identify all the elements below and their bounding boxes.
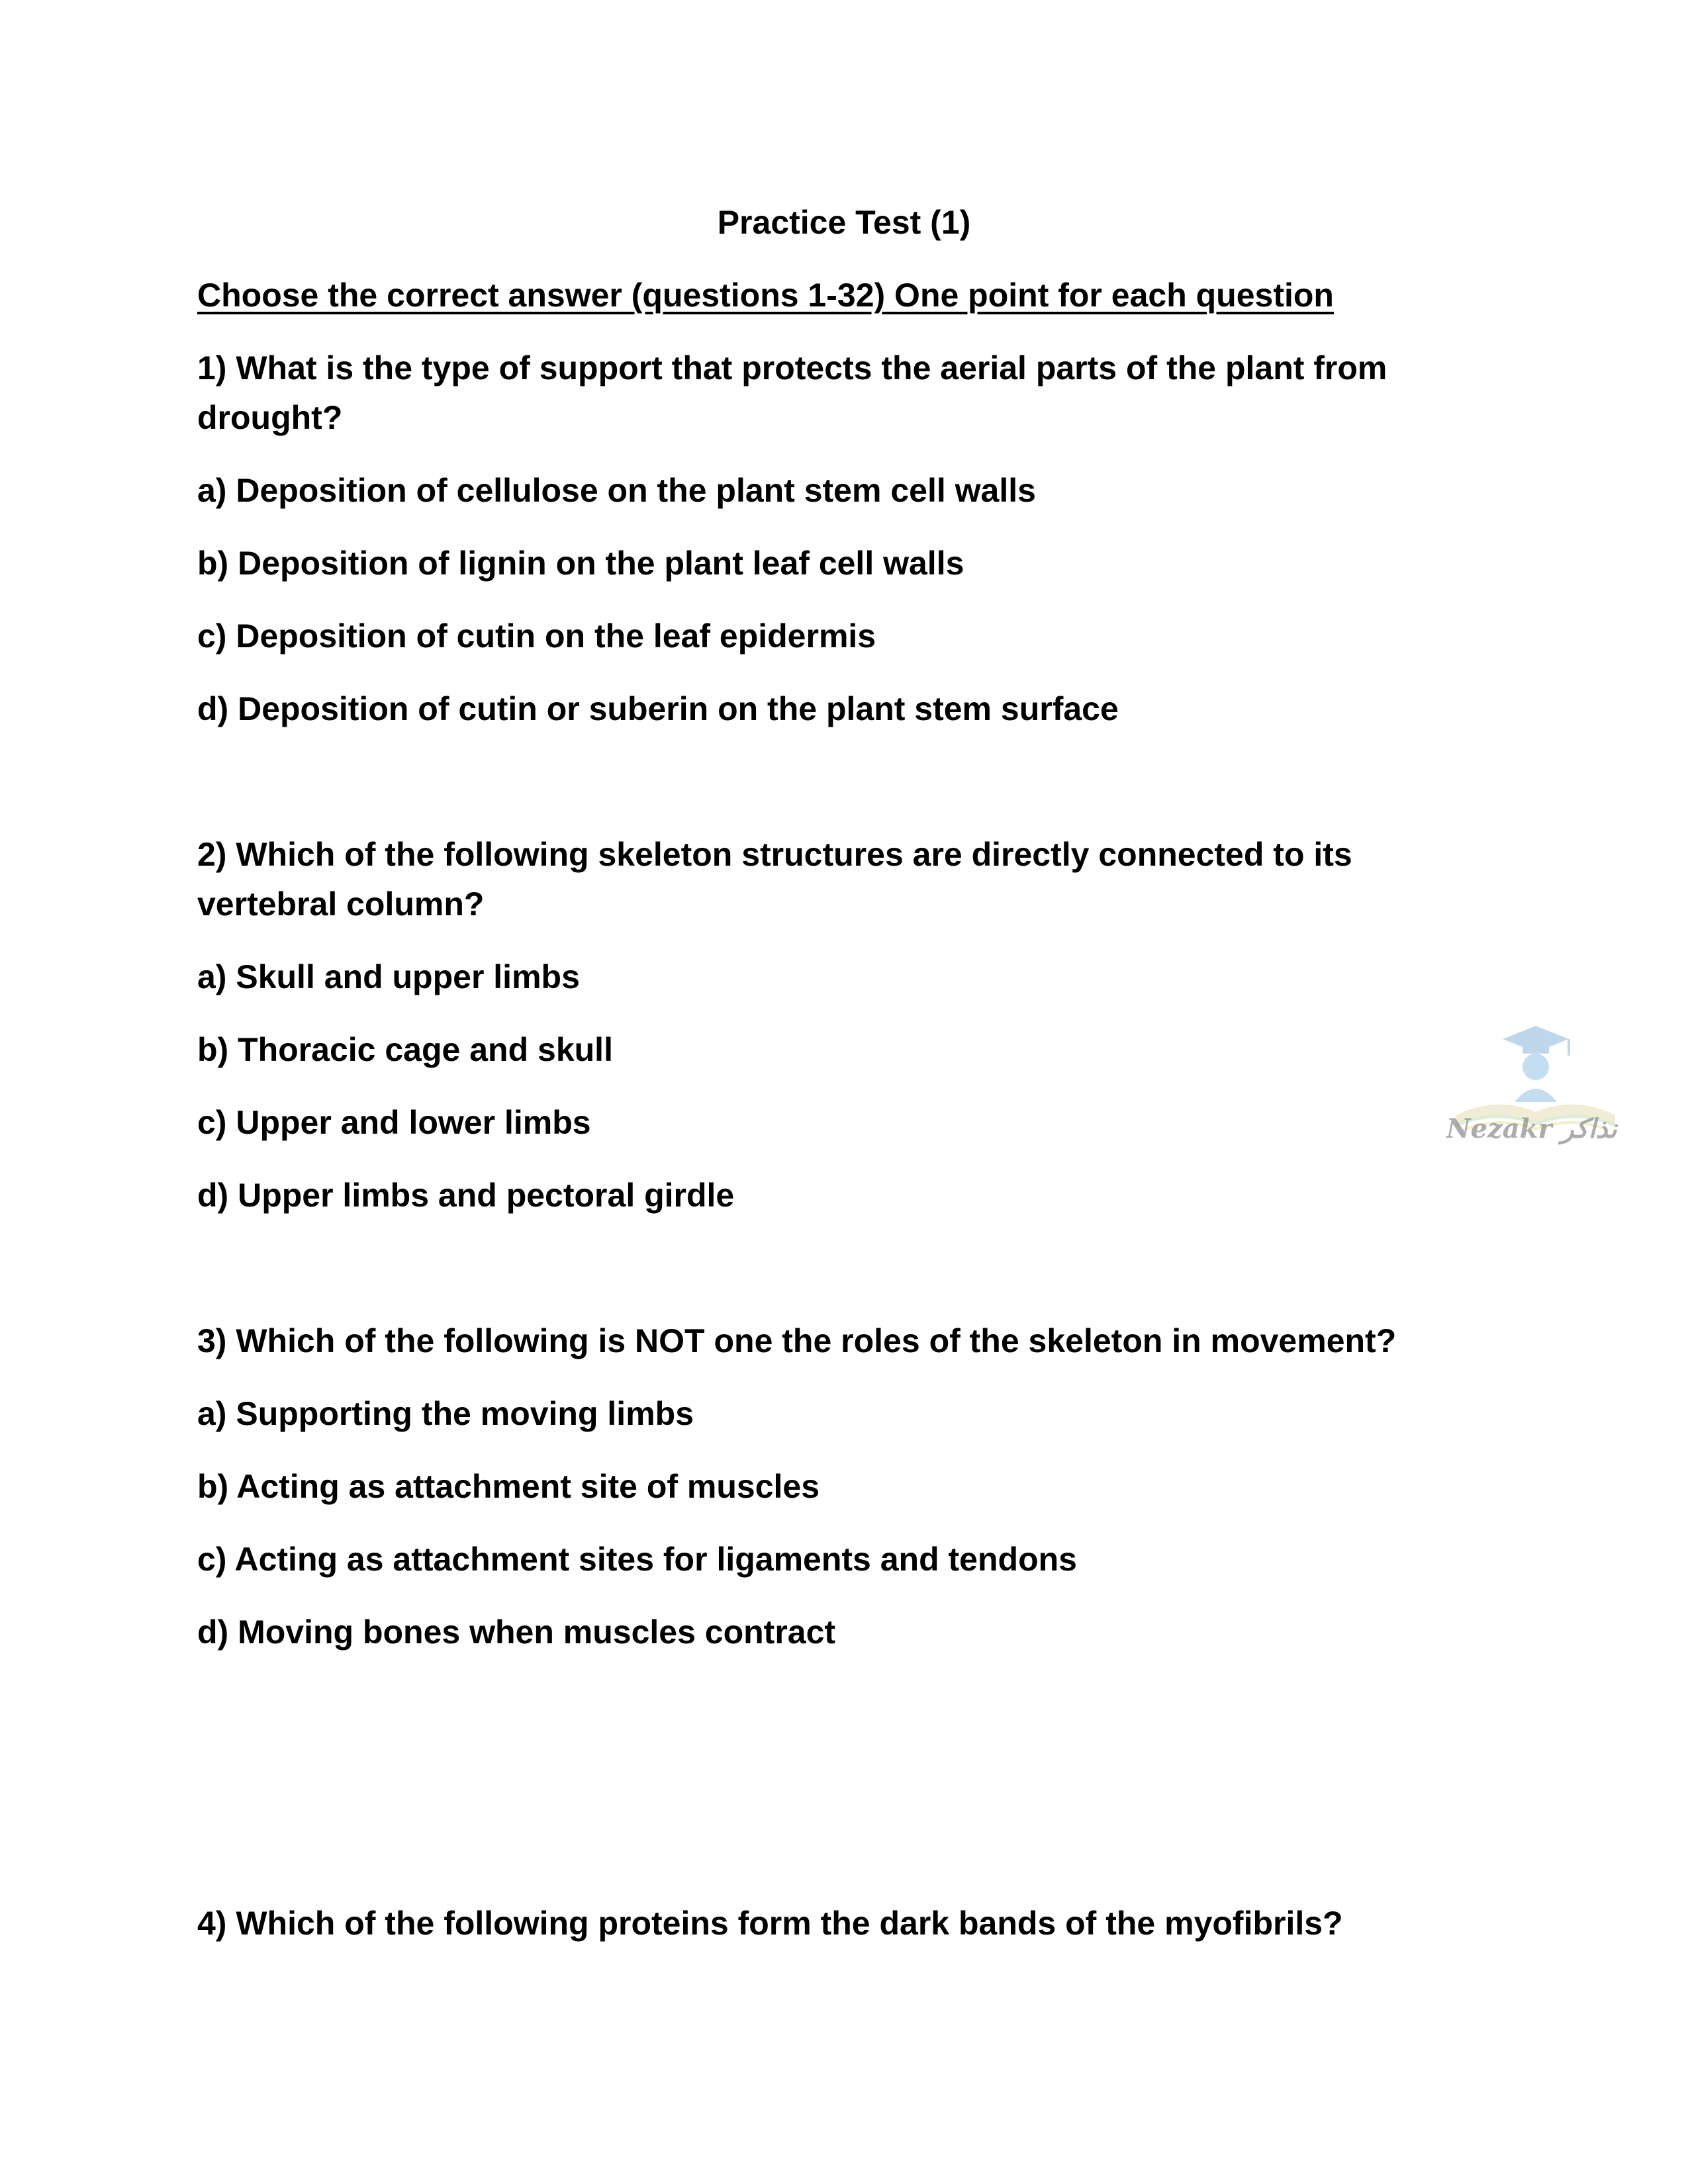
instructions: Choose the correct answer (questions 1-32) One point for each question bbox=[197, 277, 1334, 314]
question-1-option-c: c) Deposition of cutin on the leaf epidermis bbox=[197, 617, 876, 655]
question-2-option-a: a) Skull and upper limbs bbox=[197, 958, 580, 995]
question-2-text: 2) Which of the following skeleton structures are directly connected to its bbox=[197, 836, 1352, 873]
question-2-option-b: b) Thoracic cage and skull bbox=[197, 1031, 613, 1068]
question-2-option-d: d) Upper limbs and pectoral girdle bbox=[197, 1177, 735, 1214]
watermark-text: Nezakr نذاكر bbox=[1446, 1113, 1617, 1144]
question-1-text: 1) What is the type of support that protects the aerial parts of the plant from bbox=[197, 349, 1387, 387]
question-4-text: 4) Which of the following proteins form the dark bands of the myofibrils? bbox=[197, 1905, 1343, 1942]
page-title: Practice Test (1) bbox=[717, 204, 971, 241]
question-1-text-continued: drought? bbox=[197, 399, 343, 436]
question-3-text: 3) Which of the following is NOT one the roles of the skeleton in movement? bbox=[197, 1322, 1397, 1359]
question-3-option-d: d) Moving bones when muscles contract bbox=[197, 1614, 836, 1651]
question-3-option-b: b) Acting as attachment site of muscles bbox=[197, 1468, 820, 1505]
question-1-option-b: b) Deposition of lignin on the plant leaf cell walls bbox=[197, 545, 964, 582]
question-2-option-c: c) Upper and lower limbs bbox=[197, 1104, 591, 1141]
question-2-text-continued: vertebral column? bbox=[197, 886, 485, 923]
question-1-option-a: a) Deposition of cellulose on the plant stem cell walls bbox=[197, 472, 1036, 509]
question-3-option-a: a) Supporting the moving limbs bbox=[197, 1395, 694, 1432]
question-1-option-d: d) Deposition of cutin or suberin on the plant stem surface bbox=[197, 690, 1119, 727]
question-3-option-c: c) Acting as attachment sites for ligaments and tendons bbox=[197, 1541, 1077, 1578]
